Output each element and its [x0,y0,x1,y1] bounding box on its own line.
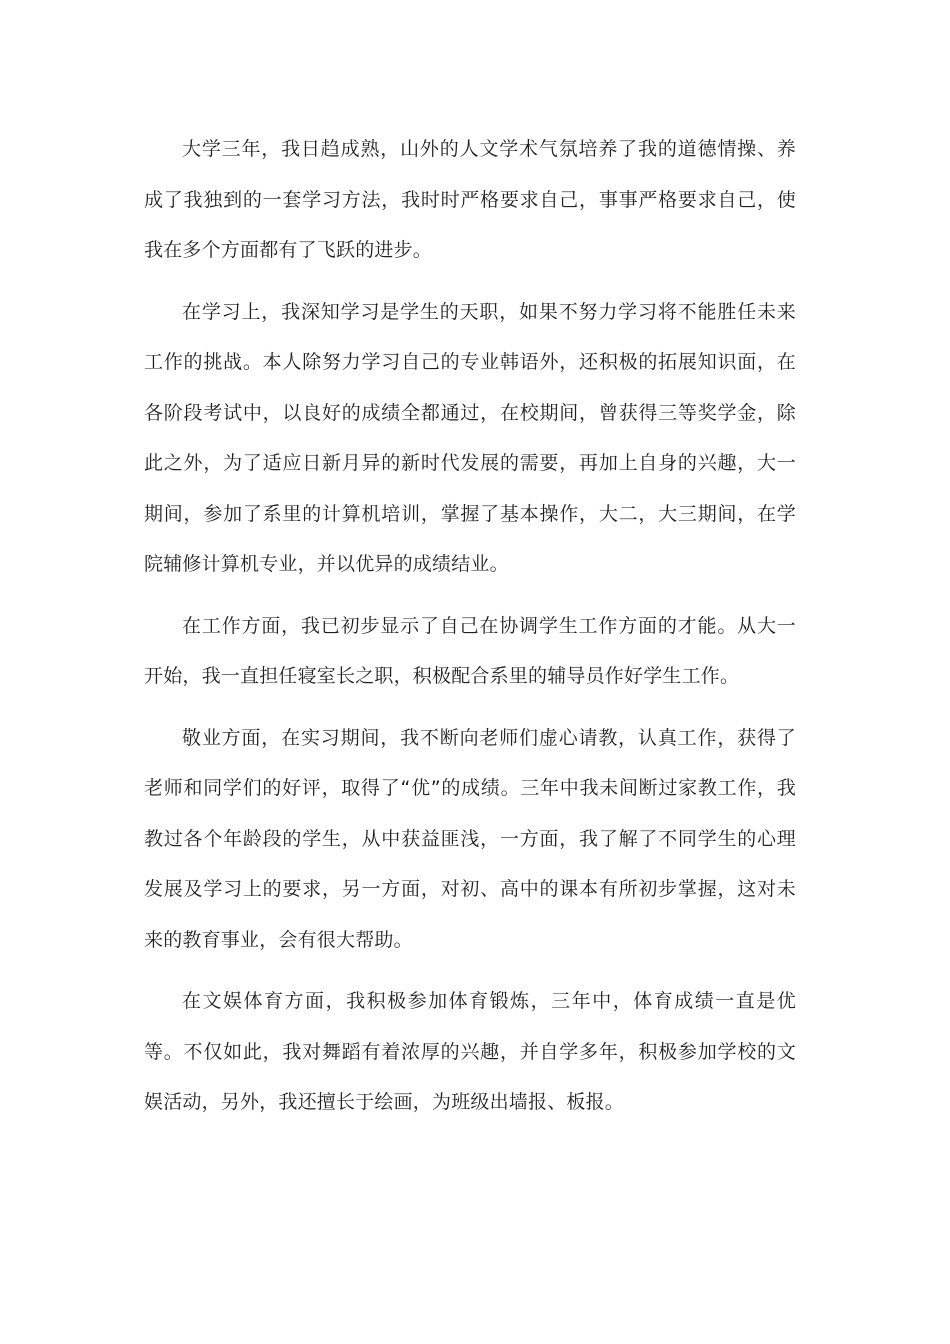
paragraph-dedication: 敬业方面，在实习期间，我不断向老师们虚心请教，认真工作，获得了老师和同学们的好评，取得了“优”的成绩。三年中我未间断过家教工作，我教过各个年龄段的学生，从中获益匪浅，一方面，我了解了不同学生的心理发展及学习上的要求，另一方面，对初、高中的课本有所初步掌握，这对未来的教育事业，会有很大帮助。 [144,726,796,951]
document-page [144,124,796,1128]
paragraph-work: 在工作方面，我已初步显示了自己在协调学生工作方面的才能。从大一开始，我一直担任寝室长之职，积极配合系里的辅导员作好学生工作。 [144,614,796,687]
paragraph-study: 在学习上，我深知学习是学生的天职，如果不努力学习将不能胜任未来工作的挑战。本人除努力学习自己的专业韩语外，还积极的拓展知识面，在各阶段考试中，以良好的成绩全都通过，在校期间，曾获得三等奖学金，除此之外，为了适应日新月异的新时代发展的需要，再加上自身的兴趣，大一期间，参加了系里的计算机培训，掌握了基本操作，大二，大三期间，在学院辅修计算机专业，并以优异的成绩结业。 [144,300,796,575]
paragraph-overview: 大学三年，我日趋成熟，山外的人文学术气氛培养了我的道德情操、养成了我独到的一套学习方法，我时时严格要求自己，事事严格要求自己，使我在多个方面都有了飞跃的进步。 [144,138,796,261]
paragraph-sports-arts: 在文娱体育方面，我积极参加体育锻炼，三年中，体育成绩一直是优等。不仅如此，我对舞蹈有着浓厚的兴趣，并自学多年，积极参加学校的文娱活动，另外，我还擅长于绘画，为班级出墙报、板报。 [144,990,796,1113]
